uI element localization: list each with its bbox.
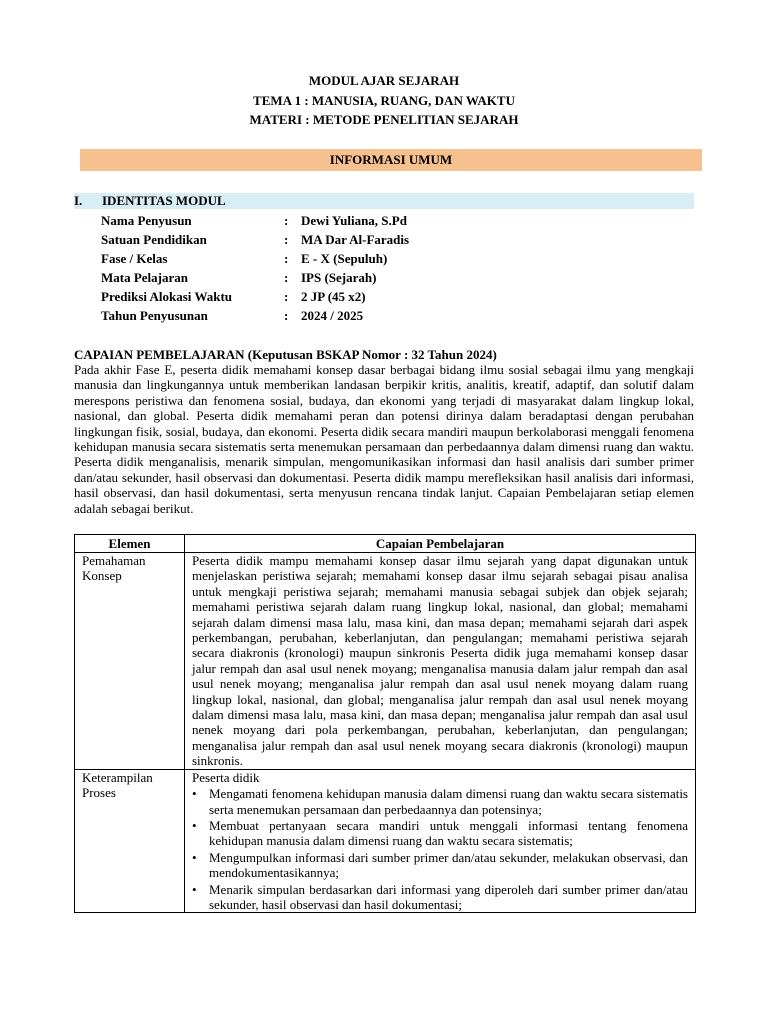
list-item-text: Mengamati fenomena kehidupan manusia dalam dimensi ruang dan waktu secara sistematis serta menemukan persamaan dan perbedaannya dan potensinya;	[209, 786, 688, 817]
column-header-outcomes: Capaian Pembelajaran	[185, 535, 696, 553]
element-cell: Pemahaman Konsep	[75, 553, 185, 770]
list-item-text: Mengumpulkan informasi dari sumber primer dan/atau sekunder, melakukan observasi, dan mendokumentasikannya;	[209, 849, 688, 881]
section-number: I.	[74, 193, 83, 208]
identity-colon: :	[284, 270, 289, 285]
identity-colon: :	[284, 251, 289, 266]
identity-value: 2 JP (45 x2)	[301, 289, 366, 304]
table-header-row	[75, 535, 696, 553]
table-row	[75, 553, 696, 770]
identity-row	[101, 213, 701, 232]
bullet-icon: •	[192, 849, 197, 865]
column-header-element: Elemen	[75, 535, 185, 553]
list-item	[192, 850, 688, 881]
identity-row	[101, 270, 701, 289]
element-cell: Keterampilan Proses	[75, 769, 185, 913]
identity-value: IPS (Sejarah)	[301, 270, 377, 285]
identity-row	[101, 232, 701, 251]
learning-outcomes-heading: CAPAIAN PEMBELAJARAN (Keputusan BSKAP Nomor : 32 Tahun 2024)	[74, 347, 497, 362]
list-item	[192, 818, 688, 849]
identity-label: Prediksi Alokasi Waktu	[101, 289, 233, 304]
identity-row	[101, 308, 701, 327]
identity-colon: :	[284, 232, 289, 247]
learning-outcomes-table	[74, 534, 696, 913]
module-title: MODUL AJAR SEJARAH	[308, 73, 460, 88]
module-material: MATERI : METODE PENELITIAN SEJARAH	[249, 112, 519, 127]
outcome-cell	[185, 769, 696, 913]
identity-colon: :	[284, 213, 289, 228]
identity-colon: :	[284, 308, 289, 323]
identity-label: Tahun Penyusunan	[101, 308, 208, 323]
list-item-text: Menarik simpulan berdasarkan dari informasi yang diperoleh dari sumber primer dan/atau sekunder, hasil observasi dan hasil dokumentasi;	[209, 881, 688, 912]
table-row	[75, 769, 696, 913]
module-theme: TEMA 1 : MANUSIA, RUANG, DAN WAKTU	[253, 92, 515, 108]
bullet-icon: •	[192, 786, 197, 802]
identity-label: Mata Pelajaran	[101, 270, 189, 285]
identity-value: 2024 / 2025	[301, 308, 364, 323]
list-item	[192, 882, 688, 913]
list-item	[192, 786, 688, 817]
outcome-list	[192, 786, 688, 912]
section-title: IDENTITAS MODUL	[102, 193, 226, 208]
general-info-banner: INFORMASI UMUM	[80, 149, 702, 171]
bullet-icon: •	[192, 817, 197, 833]
identity-label: Fase / Kelas	[101, 251, 168, 266]
identity-value: MA Dar Al-Faradis	[301, 232, 410, 247]
identity-section-heading	[74, 193, 694, 209]
bullet-icon: •	[192, 881, 197, 897]
identity-label: Satuan Pendidikan	[101, 232, 207, 247]
module-title-block	[0, 71, 768, 130]
identity-value: E - X (Sepuluh)	[301, 251, 388, 266]
identity-value: Dewi Yuliana, S.Pd	[301, 213, 407, 228]
identity-row	[101, 251, 701, 270]
list-item-text: Membuat pertanyaan secara mandiri untuk menggali informasi tentang fenomena kehidupan manusia dalam dimensi ruang dan waktu secara sistematis;	[209, 817, 688, 849]
learning-outcomes-paragraph: Pada akhir Fase E, peserta didik memahami konsep dasar berbagai bidang ilmu sosial sebagai ilmu yang mengkaji manusia dan lingkungannya untuk memberikan landasan berpikir kritis, analitis, kreatif, adaptif, dan solutif dalam merespons peristiwa dan fenomena sosial, budaya, dan ekonomi yang terjadi di masyarakat dalam lingkup lokal, nasional, dan global. Peserta didik memahami peran dan potensi dirinya dalam beradaptasi dengan perubahan lingkungan fisik, sosial, budaya, dan ekonomi. Peserta didik secara mandiri maupun berkolaborasi menggali fenomena kehidupan manusia secara sistematis serta menemukan persamaan dan perbedaannya dalam dimensi ruang dan waktu. Peserta didik menganalisis, menarik simpulan, mengomunikasikan informasi dan hasil analisis dari sumber primer dan/atau sekunder, hasil observasi dan dokumentasi. Peserta didik mampu merefleksikan hasil analisis dari informasi, hasil observasi, dan hasil dokumentasi, serta menyusun rencana tindak lanjut. Capaian Pembelajaran setiap elemen adalah sebagai berikut.	[74, 362, 694, 516]
outcome-intro: Peserta didik	[192, 769, 260, 785]
identity-row	[101, 289, 701, 308]
identity-colon: :	[284, 289, 289, 304]
identity-label: Nama Penyusun	[101, 213, 192, 228]
outcome-cell: Peserta didik mampu memahami konsep dasar ilmu sejarah yang dapat digunakan untuk menjelaskan peristiwa sejarah; memahami konsep dasar ilmu sejarah sebagai pisau analisa untuk mengkaji peristiwa sejarah; memahami manusia sebagai subjek dan objek sejarah; memahami peristiwa sejarah dalam ruang lingkup lokal, nasional, dan global; memahami sejarah dalam dimensi masa lalu, masa kini, dan masa depan; memahami sejarah dari aspek perkembangan, perubahan, keberlanjutan, dan pengulangan; memahami peristiwa sejarah secara diakronis (kronologi) maupun sinkronis Peserta didik juga memahami konsep dasar jalur rempah dan asal usul nenek moyang; menganalisa manusia dalam jalur rempah dan asal usul nenek moyang; menganalisa jalur rempah dan asal usul nenek moyang dalam ruang lingkup lokal, nasional, dan global; menganalisa jalur rempah dan asal usul nenek moyang dalam dimensi masa lalu, masa kini, dan masa depan; menganalisa jalur rempah dan asal usul nenek moyang dari pola perkembangan, perubahan, keberlanjutan, dan pengulangan; menganalisa jalur rempah dan asal usul nenek moyang secara diakronis (kronologi) maupun sinkronis.	[185, 553, 696, 770]
